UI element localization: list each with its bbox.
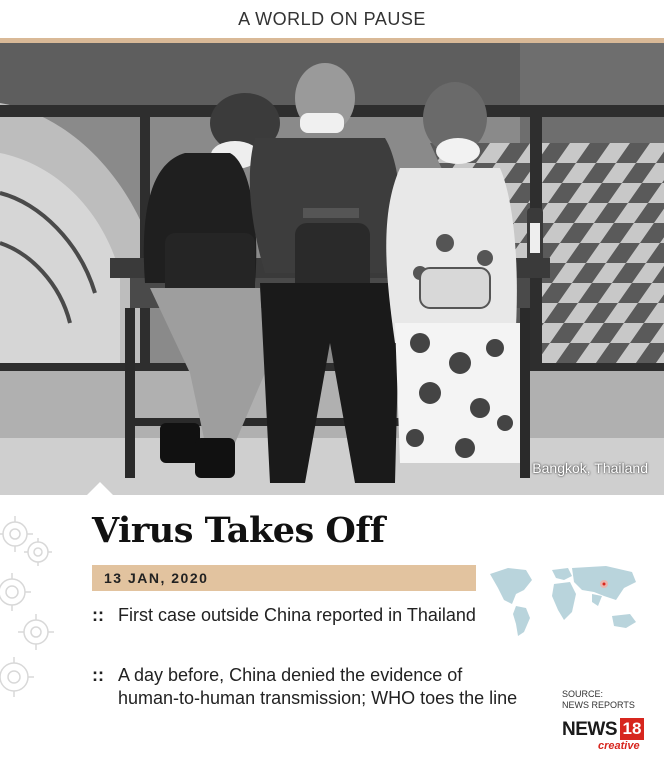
article-headline: Virus Takes Off (92, 510, 385, 551)
logo-number: 18 (620, 718, 644, 740)
photo (0, 43, 664, 495)
bullet-marker: :: (92, 605, 104, 625)
photo-illustration (0, 43, 664, 495)
photo-caption: Bangkok, Thailand (532, 460, 648, 476)
source-label: SOURCE: (562, 689, 604, 699)
page-header (0, 0, 664, 38)
page-title: A WORLD ON PAUSE (238, 9, 426, 29)
bullet-item (92, 604, 522, 627)
bullet-item (92, 664, 522, 710)
bullet-marker: :: (92, 665, 104, 685)
virus-icon (0, 512, 60, 712)
logo-main: NEWS (562, 719, 617, 740)
logo-sub: creative (598, 740, 640, 752)
bullet-text: A day before, China denied the evidence of human-to-human transmission; WHO toes the line (118, 665, 518, 708)
news18-logo (562, 719, 646, 757)
article-date: 13 JAN, 2020 (104, 570, 209, 586)
bullet-text: First case outside China reported in Thailand (118, 605, 476, 625)
world-map-icon (486, 560, 646, 640)
source-block (562, 689, 635, 711)
source-value: NEWS REPORTS (562, 700, 635, 710)
photo-notch (86, 482, 114, 496)
date-bar (92, 565, 476, 591)
